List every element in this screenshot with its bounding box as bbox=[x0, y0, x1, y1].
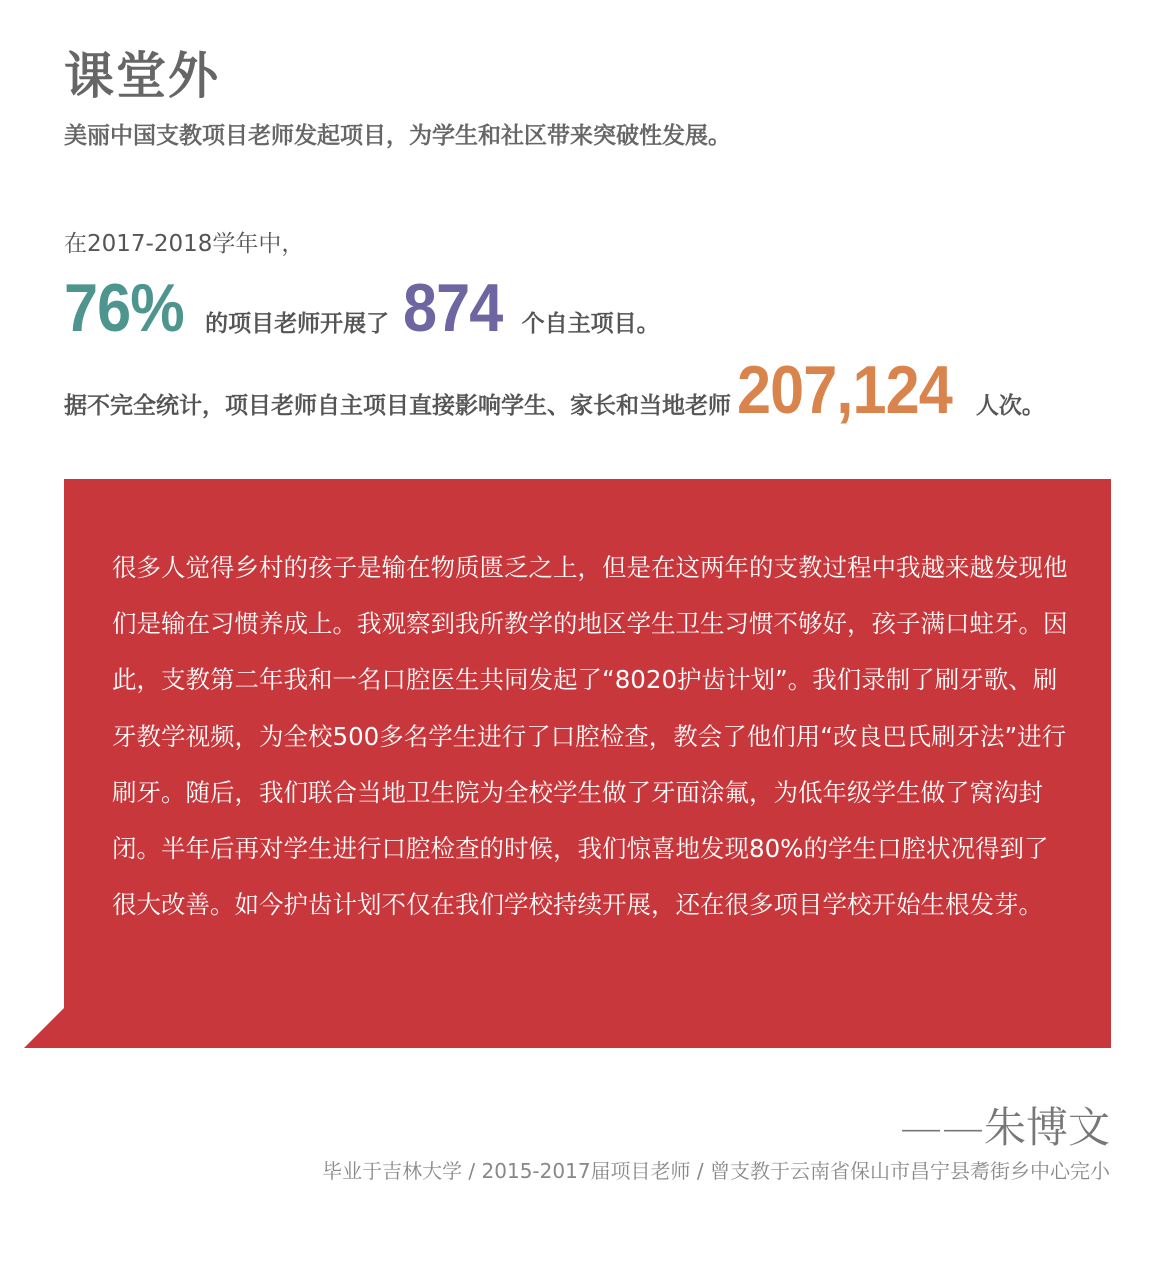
project-count-stat: 874 bbox=[403, 270, 503, 346]
page-subtitle: 美丽中国支教项目老师发起项目，为学生和社区带来突破性发展。 bbox=[64, 123, 731, 149]
page-title: 课堂外 bbox=[64, 47, 220, 105]
stat-label-teachers: 的项目老师开展了 bbox=[205, 311, 390, 337]
stats-line-impact bbox=[64, 350, 1045, 430]
quote-author-bio: 毕业于吉林大学 / 2015-2017届项目老师 / 曾支教于云南省保山市昌宁县耈街乡中心完小 bbox=[322, 1159, 1110, 1183]
stat-label-impact: 据不完全统计，项目老师自主项目直接影响学生、家长和当地老师 bbox=[64, 393, 731, 419]
percent-stat: 76% bbox=[64, 270, 184, 346]
stat-label-projects: 个自主项目。 bbox=[521, 311, 660, 337]
quote-body: 很多人觉得乡村的孩子是输在物质匮乏之上，但是在这两年的支教过程中我越来越发现他们是输在习惯养成上。我观察到我所教学的地区学生卫生习惯不够好，孩子满口蛀牙。因此，支教第二年我和一名口腔医生共同发起了“8020护齿计划”。我们录制了刷牙歌、刷牙教学视频，为全校500多名学生进行了口腔检查，教会了他们用“改良巴氏刷牙法”进行刷牙。随后，我们联合当地卫生院为全校学生做了牙面涂氟，为低年级学生做了窝沟封闭。半年后再对学生进行口腔检查的时候，我们惊喜地发现80%的学生口腔状况得到了很大改善。如今护齿计划不仅在我们学校持续开展，还在很多项目学校开始生根发芽。 bbox=[112, 553, 1068, 920]
stat-label-times: 人次。 bbox=[975, 393, 1045, 419]
stats-line-projects bbox=[64, 268, 660, 348]
quote-tail bbox=[24, 1008, 64, 1048]
quote-author: ——朱博文 bbox=[899, 1103, 1110, 1152]
impact-count-stat: 207,124 bbox=[737, 352, 952, 428]
stats-intro: 在2017-2018学年中， bbox=[64, 231, 305, 257]
